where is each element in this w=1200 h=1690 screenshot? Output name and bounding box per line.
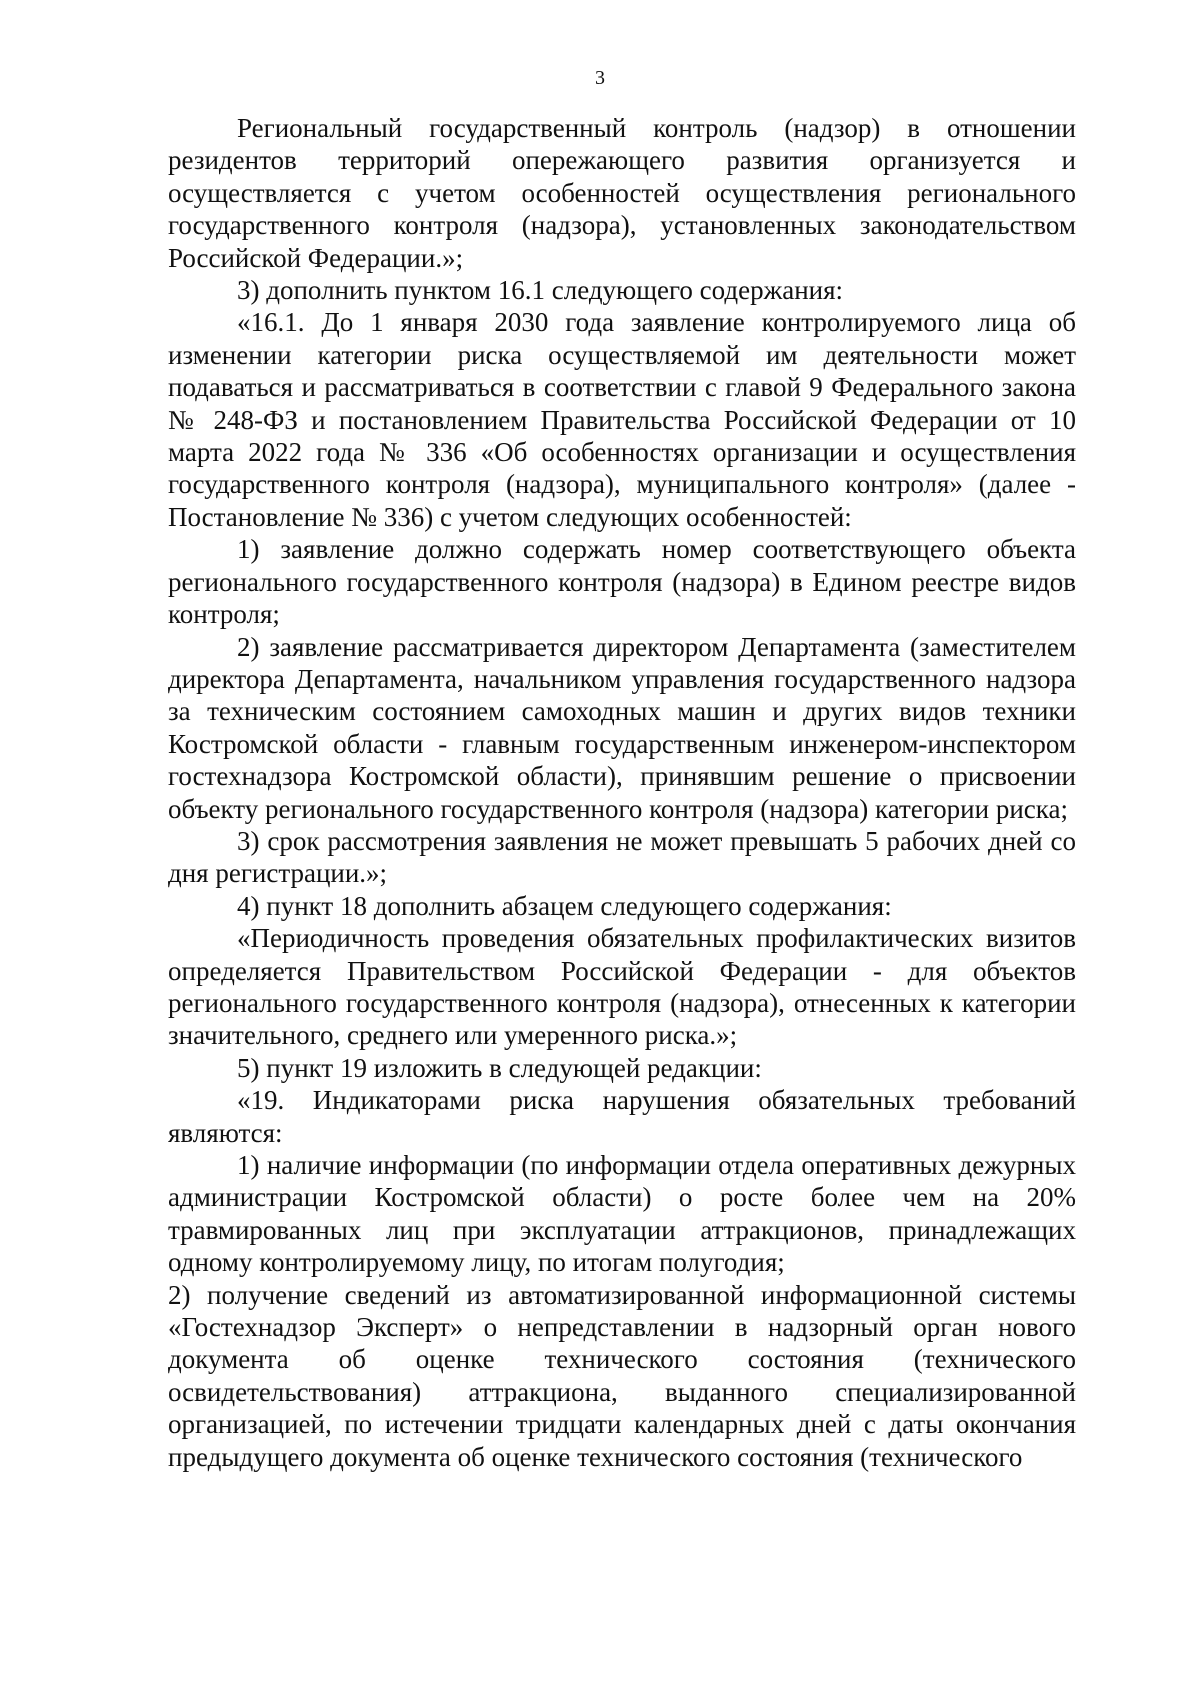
paragraph-16-1-sub-1: 1) заявление должно содержать номер соответствующего объекта регионального государственного контроля (надзора) в Едином реестре видов контроля;: [168, 534, 1076, 630]
paragraph-16-1-sub-2: 2) заявление рассматривается директором Департамента (заместителем директора Департамента, начальником управления государственного надзора за техническим состоянием самоходных машин и других видов техники Костромской области - главным государственным инженером-инспектором гостехнадзора Костромской области), принявшим решение о присвоении объекту регионального государственного контроля (надзора) категории риска;: [168, 631, 1076, 824]
paragraph-regional-control: Региональный государственный контроль (надзор) в отношении резидентов территорий опережающего развития организуется и осуществляется с учетом особенностей осуществления регионального государственного контроля (надзора), установленных законодательством Российской Федерации.»;: [168, 113, 1076, 273]
page-number: 3: [595, 67, 605, 89]
paragraph-19-sub-2: 2) получение сведений из автоматизированной информационной системы «Гостехнадзор Эксперт» о непредставлении в надзорный орган нового документа об оценке технического состояния (технического освидетельствования) аттракциона, выданного специализированной организацией, по истечении тридцати календарных дней с даты окончания предыдущего документа об оценке технического состояния (технического: [168, 1279, 1076, 1472]
paragraph-19-sub-1: 1) наличие информации (по информации отдела оперативных дежурных администрации Костромской области) о росте более чем на 20% травмированных лиц при эксплуатации аттракционов, принадлежащих одному контролируемому лицу, по итогам полугодия;: [168, 1150, 1076, 1278]
document-body: [168, 112, 1076, 1473]
paragraph-periodicity: «Периодичность проведения обязательных профилактических визитов определяется Правительством Российской Федерации - для объектов регионального государственного контроля (надзора), отнесенных к категории значительного, среднего или умеренного риска.»;: [168, 923, 1076, 1051]
paragraph-16-1: «16.1. До 1 января 2030 года заявление контролируемого лица об изменении категории риска осуществляемой им деятельности может подаваться и рассматриваться в соответствии с главой 9 Федерального закона № 248-ФЗ и постановлением Правительства Российской Федерации от 10 марта 2022 года № 336 «Об особенностях организации и осуществления государственного контроля (надзора), муниципального контроля» (далее - Постановление № 336) с учетом следующих особенностей:: [168, 307, 1076, 532]
paragraph-16-1-sub-3: 3) срок рассмотрения заявления не может превышать 5 рабочих дней со дня регистрации.»;: [168, 825, 1076, 889]
paragraph-item-5: 5) пункт 19 изложить в следующей редакции:: [237, 1052, 762, 1083]
paragraph-item-3: 3) дополнить пунктом 16.1 следующего содержания:: [237, 275, 844, 306]
paragraph-19: «19. Индикаторами риска нарушения обязательных требований являются:: [168, 1085, 1076, 1148]
paragraph-item-4: 4) пункт 18 дополнить абзацем следующего содержания:: [237, 890, 892, 921]
